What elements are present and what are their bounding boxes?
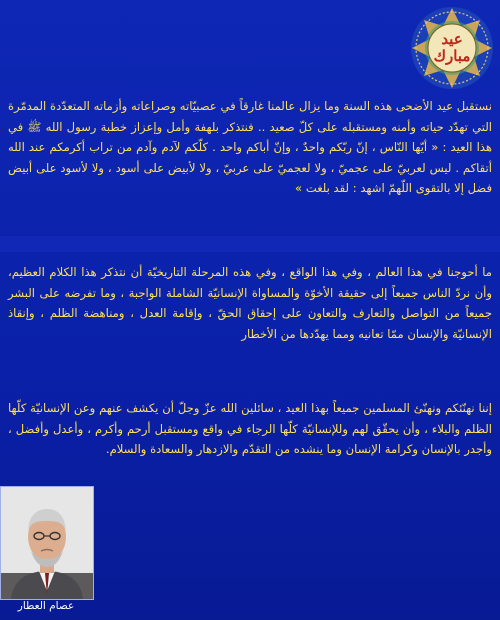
paragraph-reflection: ما أحوجنا في هذا العالم ، وفي هذا الواقع ، وفي هذه المرحلة التاريخيّة أن نتذكر هذا الكلام العظيم، وأن نردّ الناس جميعاً إلى حقيقة الأخوّة والمساواة الإنسانيّة الشاملة الواجبة ، وما تفرضه على البشر جميعاً من التواصل والتعارف والتعاون على إحقاق الحقّ ، وإقامة العدل ، ومناهضة الظلم ، وإنقاذ الإنسانيّة والإنسان ممّا تعانيه ومما يهدّدها من الأخطار	[8, 265, 492, 341]
paragraph-intro: نستقبل عيد الأضحى هذه السنة وما يزال عالمنا غارقاً في عصبيّاته وصراعاته وأزماته المتعدّدة المدمّرة التي تهدّد حياته وأمنه ومستقبله على كلّ صعيد .. فنتذكر بلهفة وأمل وإعزاز خطبة رسول الله ﷺ في هذا العيد : « أيّها النّاس ، إنّ ربّكم واحدٌ ، وإنّ أباكم واحد . كلّكم لآدم وآدم من تراب أكرمكم عند الله أتقاكم . ليس لعربيّ على عجميّ ، ولا لعجميّ على عربيّ ، ولا لأبيض على أسود ، ولا لأسود على أبيض فضل إلا بالتقوى اللّهمّ اشهد : لقد بلغت »	[8, 99, 492, 195]
badge-text	[410, 6, 494, 90]
badge-line-eid: عيد	[441, 29, 463, 48]
portrait-image	[1, 487, 93, 599]
author-portrait	[0, 486, 94, 600]
eid-mubarak-badge	[410, 6, 494, 90]
author-name: عصام العطار	[17, 600, 75, 612]
divider-band	[0, 236, 500, 252]
paragraph-greeting: إننا نهنّئكم ونهنّئ المسلمين جميعاً بهذا العيد ، سائلين الله عزّ وجلّ أن يكشف عنهم وعن الإنسانيّة كلّها الظلم والبلاء ، وأن يحقّق لهم وللإنسانيّة كلّها الرجاء في واقع ومستقبل أرحم وأكرم ، وأعدل وأفضل ، وأجدر بالإنسان وكرامة الإنسان وما ينشده من التقدّم والازدهار والسعادة والسلام.	[8, 401, 492, 456]
badge-line-mubarak: مبارك	[433, 47, 471, 65]
